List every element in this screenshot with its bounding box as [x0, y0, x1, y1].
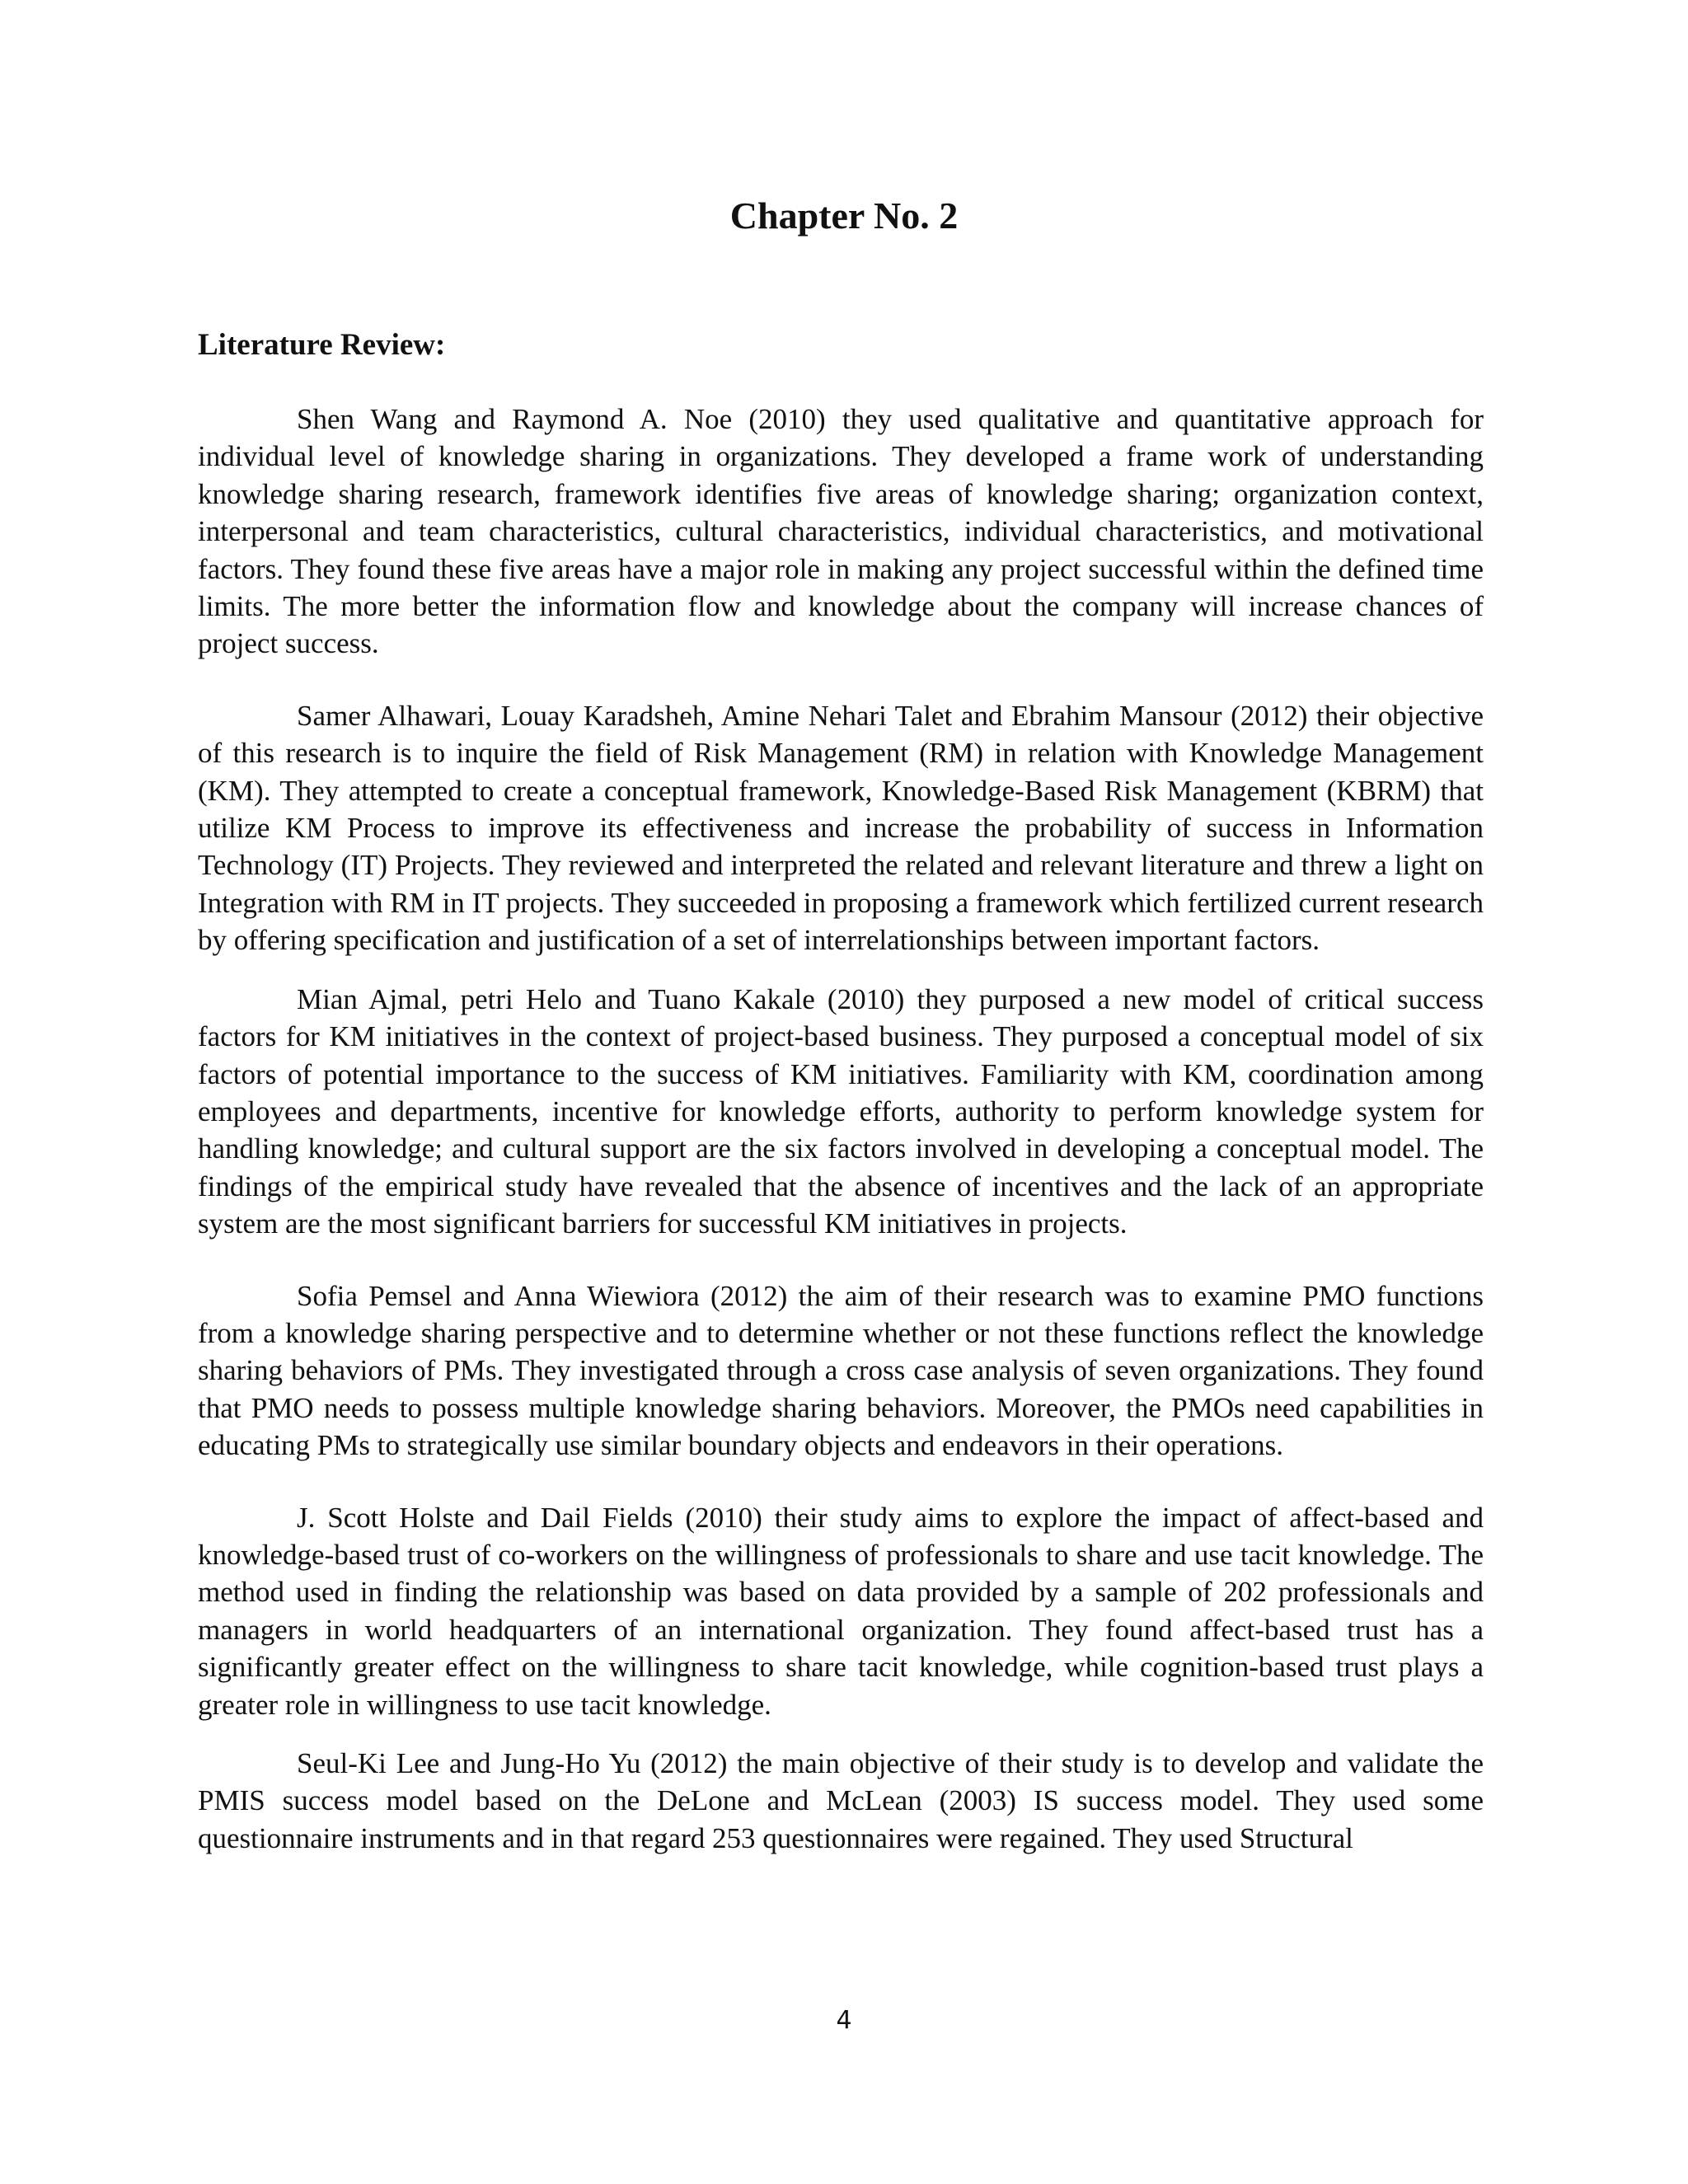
paragraph-wang-noe: Shen Wang and Raymond A. Noe (2010) they used qualitative and quantitative approach for individual level of knowledge sharing in organizations. They developed a frame work of understanding knowledge sharing research, framework identifies five areas of knowledge sharing; organization context, interpersonal and team characteristics, cultural characteristics, individual characteristics, and motivational factors. They found these five areas have a major role in making any project successful within the defined time limits. The more better the information flow and knowledge about the company will increase chances of project success. [198, 403, 1484, 660]
page-number: 4 [836, 2006, 852, 2035]
section-heading: Literature Review: [198, 328, 446, 362]
paragraph-lee-yu: Seul-Ki Lee and Jung-Ho Yu (2012) the main objective of their study is to develop and validate the PMIS success model based on the DeLone and McLean (2003) IS success model. They used some questionnaire instruments and in that regard 253 questionnaires were regained. They used Structural [198, 1747, 1484, 1854]
chapter-title: Chapter No. 2 [729, 194, 959, 237]
paragraph-ajmal: Mian Ajmal, petri Helo and Tuano Kakale (2010) they purposed a new model of critical success factors for KM initiatives in the context of project-based business. They purposed a conceptual model of six factors of potential importance to the success of KM initiatives. Familiarity with KM, coordination among employees and departments, incentive for knowledge efforts, authority to perform knowledge system for handling knowledge; and cultural support are the six factors involved in developing a conceptual model. The findings of the empirical study have revealed that the absence of incentives and the lack of an appropriate system are the most significant barriers for successful KM initiatives in projects. [198, 982, 1484, 1240]
paragraph-pemsel: Sofia Pemsel and Anna Wiewiora (2012) the aim of their research was to examine PMO functions from a knowledge sharing perspective and to determine whether or not these functions reflect the knowledge sharing behaviors of PMs. They investigated through a cross case analysis of seven organizations. They found that PMO needs to possess multiple knowledge sharing behaviors. Moreover, the PMOs need capabilities in educating PMs to strategically use similar boundary objects and endeavors in their operations. [198, 1279, 1484, 1462]
paragraph-holste: J. Scott Holste and Dail Fields (2010) their study aims to explore the impact of affect-based and knowledge-based trust of co-workers on the willingness of professionals to share and use tacit knowledge. The method used in finding the relationship was based on data provided by a sample of 202 professionals and managers in world headquarters of an international organization. They found affect-based trust has a significantly greater effect on the willingness to share tacit knowledge, while cognition-based trust plays a greater role in willingness to use tacit knowledge. [198, 1501, 1484, 1721]
body-text [198, 401, 1484, 1857]
paragraph-alhawari: Samer Alhawari, Louay Karadsheh, Amine Nehari Talet and Ebrahim Mansour (2012) their objective of this research is to inquire the field of Risk Management (RM) in relation with Knowledge Management (KM). They attempted to create a conceptual framework, Knowledge-Based Risk Management (KBRM) that utilize KM Process to improve its effectiveness and increase the probability of success in Information Technology (IT) Projects. They reviewed and interpreted the related and relevant literature and threw a light on Integration with RM in IT projects. They succeeded in proposing a framework which fertilized current research by offering specification and justification of a set of interrelationships between important factors. [198, 699, 1484, 957]
